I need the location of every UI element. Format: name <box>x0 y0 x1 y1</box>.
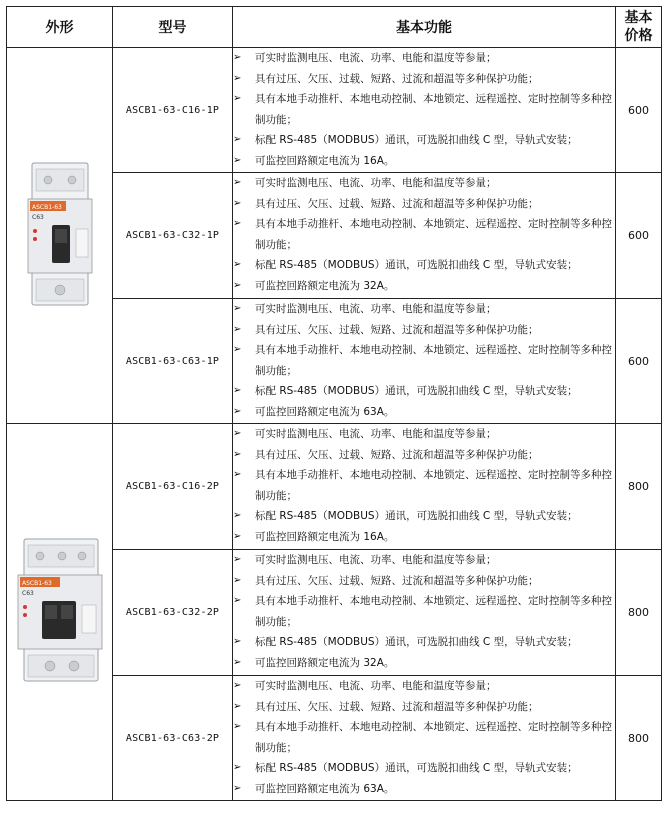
feature-item <box>233 69 615 90</box>
feature-item <box>233 214 615 255</box>
feature-item <box>233 697 615 718</box>
feature-item <box>233 758 615 779</box>
feature-text: 标配 RS-485（MODBUS）通讯，可选脱扣曲线 C 型，导轨式安装； <box>255 259 578 271</box>
arrow-right-icon: ➢ <box>233 448 242 460</box>
arrow-right-icon: ➢ <box>233 259 242 270</box>
feature-text: 可监控回路额定电流为 16A。 <box>255 154 395 167</box>
breaker-1p-image <box>18 159 102 309</box>
feature-item <box>233 340 615 381</box>
model-cell: ASCB1-63-C16-2P <box>113 424 233 550</box>
feature-text: 标配 RS-485（MODBUS）通讯，可选脱扣曲线 C 型，导轨式安装； <box>255 510 578 522</box>
model-cell: ASCB1-63-C16-1P <box>113 48 233 173</box>
arrow-right-icon: ➢ <box>233 344 242 355</box>
feature-text: 可监控回路额定电流为 32A。 <box>255 279 395 292</box>
feature-item <box>233 527 615 548</box>
feature-text: 可实时监测电压、电流、功率、电能和温度等参量； <box>255 303 497 315</box>
feature-item <box>233 591 615 632</box>
arrow-right-icon: ➢ <box>233 385 242 396</box>
arrow-right-icon: ➢ <box>233 72 242 84</box>
feature-item <box>233 194 615 215</box>
feature-item <box>233 632 615 653</box>
arrow-right-icon: ➢ <box>233 323 242 335</box>
feature-item <box>233 676 615 697</box>
price-cell: 600 <box>616 48 662 173</box>
feature-item <box>233 653 615 674</box>
functions-cell <box>233 48 616 173</box>
feature-item <box>233 276 615 297</box>
feature-item <box>233 89 615 130</box>
feature-text: 具有过压、欠压、过载、短路、过流和超温等多种保护功能； <box>255 448 539 461</box>
arrow-right-icon: ➢ <box>233 680 242 691</box>
breaker-2p-image <box>12 535 108 685</box>
feature-text: 具有本地手动推杆、本地电动控制、本地锁定、远程遥控、定时控制等多种控制功能； <box>255 218 612 251</box>
arrow-right-icon: ➢ <box>233 428 242 439</box>
arrow-right-icon: ➢ <box>233 721 242 732</box>
image-rating-label: C63 <box>31 213 44 221</box>
image-brand-label: ASCB1-63 <box>31 203 62 211</box>
feature-text: 具有本地手动推杆、本地电动控制、本地锁定、远程遥控、定时控制等多种控制功能； <box>255 93 612 126</box>
feature-text: 可监控回路额定电流为 32A。 <box>255 656 395 669</box>
functions-cell <box>233 173 616 299</box>
image-rating-label: C63 <box>21 590 34 597</box>
arrow-right-icon: ➢ <box>233 574 242 586</box>
feature-item <box>233 779 615 800</box>
feature-text: 具有过压、欠压、过载、短路、过流和超温等多种保护功能； <box>255 72 539 85</box>
feature-text: 可实时监测电压、电流、功率、电能和温度等参量； <box>255 554 497 566</box>
functions-cell <box>233 676 616 801</box>
table-row <box>7 424 662 550</box>
feature-text: 具有过压、欠压、过载、短路、过流和超温等多种保护功能； <box>255 574 539 587</box>
arrow-right-icon: ➢ <box>233 510 242 521</box>
feature-text: 可实时监测电压、电流、功率、电能和温度等参量； <box>255 680 497 692</box>
feature-item <box>233 550 615 571</box>
feature-item <box>233 48 615 69</box>
feature-text: 可监控回路额定电流为 63A。 <box>255 405 395 418</box>
price-cell: 800 <box>616 676 662 801</box>
price-cell: 600 <box>616 173 662 299</box>
arrow-right-icon: ➢ <box>233 93 242 104</box>
model-cell: ASCB1-63-C63-1P <box>113 299 233 424</box>
feature-text: 可实时监测电压、电流、功率、电能和温度等参量； <box>255 428 497 440</box>
feature-text: 具有过压、欠压、过载、短路、过流和超温等多种保护功能； <box>255 197 539 210</box>
feature-item <box>233 445 615 466</box>
price-cell: 800 <box>616 424 662 550</box>
feature-text: 可实时监测电压、电流、功率、电能和温度等参量； <box>255 52 497 64</box>
feature-text: 具有本地手动推杆、本地电动控制、本地锁定、远程遥控、定时控制等多种控制功能； <box>255 344 612 377</box>
feature-item <box>233 424 615 445</box>
arrow-right-icon: ➢ <box>233 154 242 166</box>
arrow-right-icon: ➢ <box>233 595 242 606</box>
arrow-right-icon: ➢ <box>233 656 242 668</box>
feature-item <box>233 506 615 527</box>
feature-item <box>233 465 615 506</box>
model-cell: ASCB1-63-C63-2P <box>113 676 233 801</box>
arrow-right-icon: ➢ <box>233 218 242 229</box>
model-cell: ASCB1-63-C32-1P <box>113 173 233 299</box>
header-price <box>616 7 662 48</box>
feature-item <box>233 130 615 151</box>
arrow-right-icon: ➢ <box>233 134 242 145</box>
arrow-right-icon: ➢ <box>233 197 242 209</box>
product-spec-table <box>6 6 662 801</box>
functions-cell <box>233 299 616 424</box>
arrow-right-icon: ➢ <box>233 700 242 712</box>
spec-table-wrapper <box>6 6 661 801</box>
arrow-right-icon: ➢ <box>233 177 242 188</box>
arrow-right-icon: ➢ <box>233 469 242 480</box>
feature-text: 具有本地手动推杆、本地电动控制、本地锁定、远程遥控、定时控制等多种控制功能； <box>255 595 612 628</box>
arrow-right-icon: ➢ <box>233 762 242 773</box>
arrow-right-icon: ➢ <box>233 303 242 314</box>
arrow-right-icon: ➢ <box>233 52 242 63</box>
image-brand-label: ASCB1-63 <box>21 580 52 587</box>
arrow-right-icon: ➢ <box>233 405 242 417</box>
header-price-label: 基本价格 <box>624 10 653 44</box>
table-body <box>7 48 662 801</box>
arrow-right-icon: ➢ <box>233 782 242 794</box>
feature-item <box>233 255 615 276</box>
product-image-cell <box>7 424 113 801</box>
table-row <box>7 48 662 173</box>
arrow-right-icon: ➢ <box>233 279 242 291</box>
functions-cell <box>233 550 616 676</box>
header-appearance: 外形 <box>7 7 113 48</box>
functions-cell <box>233 424 616 550</box>
feature-item <box>233 402 615 423</box>
table-header-row <box>7 7 662 48</box>
feature-text: 具有本地手动推杆、本地电动控制、本地锁定、远程遥控、定时控制等多种控制功能； <box>255 721 612 754</box>
feature-text: 可实时监测电压、电流、功率、电能和温度等参量； <box>255 177 497 189</box>
feature-text: 具有本地手动推杆、本地电动控制、本地锁定、远程遥控、定时控制等多种控制功能； <box>255 469 612 502</box>
header-model: 型号 <box>113 7 233 48</box>
arrow-right-icon: ➢ <box>233 636 242 647</box>
feature-text: 具有过压、欠压、过载、短路、过流和超温等多种保护功能； <box>255 700 539 713</box>
feature-item <box>233 299 615 320</box>
feature-item <box>233 381 615 402</box>
arrow-right-icon: ➢ <box>233 530 242 542</box>
feature-item <box>233 151 615 172</box>
feature-item <box>233 173 615 194</box>
feature-text: 可监控回路额定电流为 16A。 <box>255 530 395 543</box>
product-image-cell <box>7 48 113 424</box>
feature-text: 可监控回路额定电流为 63A。 <box>255 782 395 795</box>
price-cell: 600 <box>616 299 662 424</box>
arrow-right-icon: ➢ <box>233 554 242 565</box>
feature-text: 标配 RS-485（MODBUS）通讯，可选脱扣曲线 C 型，导轨式安装； <box>255 134 578 146</box>
price-cell: 800 <box>616 550 662 676</box>
feature-item <box>233 717 615 758</box>
feature-item <box>233 320 615 341</box>
model-cell: ASCB1-63-C32-2P <box>113 550 233 676</box>
feature-text: 具有过压、欠压、过载、短路、过流和超温等多种保护功能； <box>255 323 539 336</box>
feature-item <box>233 571 615 592</box>
feature-text: 标配 RS-485（MODBUS）通讯，可选脱扣曲线 C 型，导轨式安装； <box>255 385 578 397</box>
header-functions: 基本功能 <box>233 7 616 48</box>
feature-text: 标配 RS-485（MODBUS）通讯，可选脱扣曲线 C 型，导轨式安装； <box>255 762 578 774</box>
feature-text: 标配 RS-485（MODBUS）通讯，可选脱扣曲线 C 型，导轨式安装； <box>255 636 578 648</box>
